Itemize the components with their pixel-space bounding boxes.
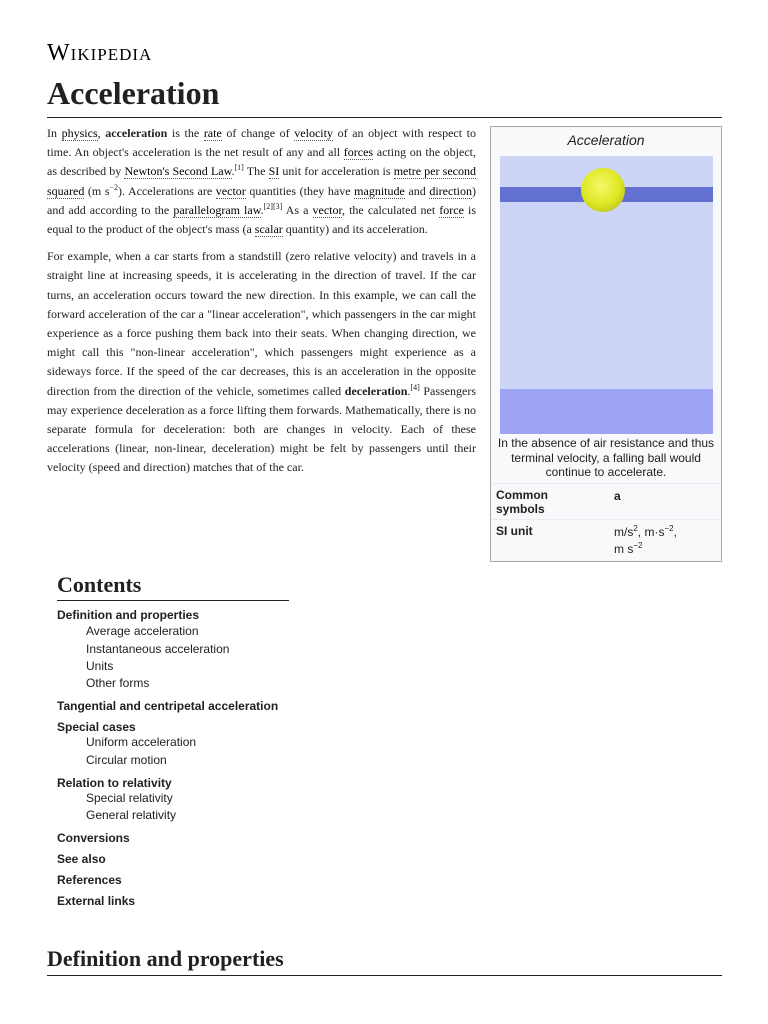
toc-subitem[interactable]: Uniform acceleration <box>86 735 197 749</box>
infobox-value: $m/s^2$, $m\cdot s^{-2}$, m $s^{-2}$ <box>614 524 677 556</box>
lead-paragraph-2 <box>47 247 476 477</box>
text-run: of an object with respect to time. An object's acceleration is the net result of any and all <box>47 126 477 160</box>
section-heading: Definition and properties <box>47 946 284 971</box>
toc-subitem[interactable]: Average acceleration <box>86 624 199 638</box>
toc-subitem[interactable]: Units <box>86 659 114 673</box>
inline-link[interactable]: direction <box>429 183 472 198</box>
bold-term: acceleration <box>105 126 168 140</box>
text-run: quantities (they have <box>245 183 355 198</box>
section-divider <box>47 975 722 976</box>
text-run: Passengers may experience deceleration as a force lifting them forwards. Mathematically, there is no separate formula for deceleration: both are changes in velocity. Each of these accelerations (linear, non-linear, deceleration) might be felt by passengers until their velocity (speed and direction) matches that of the car. <box>47 383 476 475</box>
superscript[interactable]: [2][3] <box>263 201 283 211</box>
toc-item[interactable]: External links <box>57 894 136 908</box>
text-run: . <box>407 383 411 398</box>
superscript[interactable]: [4] <box>410 382 420 392</box>
toc-item[interactable]: Conversions <box>57 831 130 845</box>
text-run: . <box>260 202 264 217</box>
inline-link[interactable]: scalar <box>254 222 283 237</box>
superscript[interactable]: [1] <box>234 163 244 173</box>
text-run: . <box>231 164 235 179</box>
lead-section <box>47 124 476 486</box>
inline-link[interactable]: SI <box>268 164 280 179</box>
bold-term: deceleration <box>344 383 408 398</box>
infobox-label: SI unit <box>496 524 533 538</box>
text-run: As a <box>282 202 313 217</box>
inline-link[interactable]: forces <box>343 145 374 160</box>
infobox-row-symbols <box>491 483 721 520</box>
title-divider <box>47 117 722 118</box>
page-title: Acceleration <box>47 75 220 111</box>
text-run: ). Accelerations are <box>118 183 216 198</box>
toc-subitem[interactable]: Special relativity <box>86 791 173 805</box>
wikipedia-logo[interactable]: Wikipedia <box>47 40 153 66</box>
text-run: is the <box>167 126 204 140</box>
infobox <box>490 126 722 562</box>
text-run: of change of <box>221 126 295 140</box>
text-run: , <box>97 126 106 140</box>
infobox-value: a <box>614 489 621 503</box>
inline-link[interactable]: rate <box>203 126 222 140</box>
infobox-title: Acceleration <box>567 132 645 148</box>
infobox-caption: In the absence of air resistance and thus terminal velocity, a falling ball would continue to accelerate. <box>497 436 715 480</box>
inline-link[interactable]: vector <box>312 202 343 217</box>
inline-link[interactable]: metre per second squared <box>47 164 476 198</box>
text-run: In <box>47 126 62 140</box>
inline-link[interactable]: velocity <box>294 126 333 140</box>
table-of-contents <box>57 572 279 908</box>
text-run: The <box>243 164 269 179</box>
text-run: and <box>404 183 430 198</box>
toc-item[interactable]: See also <box>57 852 106 866</box>
falling-ball <box>581 168 625 212</box>
toc-subitem[interactable]: Other forms <box>86 676 150 690</box>
inline-link[interactable]: force <box>439 202 464 217</box>
inline-link[interactable]: Newton's Second Law <box>124 164 232 179</box>
text-run: , the calculated net <box>342 202 440 217</box>
inline-link[interactable]: magnitude <box>354 183 405 198</box>
inline-link[interactable]: vector <box>215 183 246 198</box>
toc-subitem[interactable]: General relativity <box>86 808 177 822</box>
toc-subitem[interactable]: Circular motion <box>86 753 167 767</box>
toc-item[interactable]: References <box>57 873 122 887</box>
text-run: acting on the object, as described by <box>47 145 476 179</box>
text-run: For example, when a car starts from a standstill (zero relative velocity) and travels in a straight line at increasing speeds, it is accelerating in the direction of travel. If the car turns, an acceleration occurs toward the new direction. In this example, we can call the forward acceleration of the car a "linear acceleration", which passengers in the car might experience as a force pushing them back into their seats. When changing direction, we might call this "non-linear acceleration", which passengers might experience as a sideways force. If the speed of the car decreases, this is an acceleration in the opposite direction from the direction of the vehicle, sometimes called <box>47 249 476 398</box>
text-run: ) and add according to the <box>47 183 476 217</box>
toc-item[interactable]: Tangential and centripetal acceleration <box>57 699 279 713</box>
text-run: is equal to the product of the object's mass (a <box>47 202 477 237</box>
text-run: (m s <box>84 183 110 198</box>
falling-ball-animation[interactable] <box>500 156 713 434</box>
toc-subitem[interactable]: Instantaneous acceleration <box>86 642 230 656</box>
toc-item[interactable]: Definition and properties <box>57 608 200 622</box>
superscript: −2 <box>109 182 119 192</box>
text-run: unit for acceleration is <box>279 164 394 179</box>
inline-link[interactable]: physics <box>61 126 98 140</box>
toc-title: Contents <box>57 572 142 597</box>
toc-item[interactable]: Special cases <box>57 720 136 734</box>
infobox-label: Common symbols <box>496 488 548 516</box>
ground-area <box>500 389 713 434</box>
toc-divider <box>57 600 289 601</box>
toc-item[interactable]: Relation to relativity <box>57 776 172 790</box>
text-run: quantity) and its acceleration. <box>282 222 428 237</box>
infobox-row-si-unit <box>491 519 721 562</box>
lead-paragraph-1 <box>47 124 476 239</box>
inline-link[interactable]: parallelogram law <box>173 202 261 217</box>
